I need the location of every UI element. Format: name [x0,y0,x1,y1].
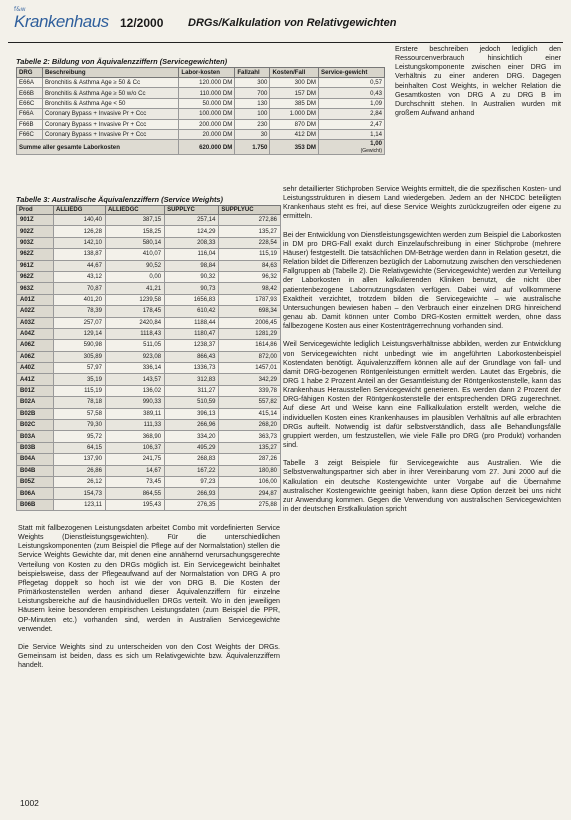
table2-caption: Tabelle 2: Bildung von Äquivalenzziffern (Servicegewichten) [16,57,228,66]
table-cell: 138,87 [54,249,106,260]
table-cell: 401,20 [54,294,106,305]
table-cell: B02C [17,420,54,431]
table-cell: 336,14 [105,363,164,374]
table-cell: 78,18 [54,397,106,408]
table-cell: 26,12 [54,476,106,487]
table-row [17,129,385,139]
issue-number: 12/2000 [120,16,164,30]
table-cell: 111,33 [105,420,164,431]
table-cell: 1239,58 [105,294,164,305]
table-cell: 70,87 [54,283,106,294]
table-cell: F66B [17,119,43,129]
table-cell: 300 DM [270,78,319,88]
table-row [17,408,281,419]
table2-header-cell: Kosten/Fall [270,68,319,78]
paragraph: Statt mit fallbezogenen Leistungsdaten arbeitet Combo mit vordefinierten Service Weights (Dienstleistungsgewichten). Für die unterschiedlichen Leistungskomponenten (zum Beispiel die Pflege auf der Normalstation) stellen die Service Weights Gewichte dar, mit denen eine annähernd verursachungsgerechte Verteilung von Kosten zu den DRGs möglich ist. Ein Servicegewicht beinhaltet beispielsweise, dass der Pflegeaufwand auf der Normalstation von DRG A pro Pflegetag doppelt so hoch ist wie der von DRG B. Die Kosten der Primärkostenstellen werden anhand dieser Äquivalenzziffern für einzelne Leistungsbereiche auf die hausindividuellen DRGs verteilt. Wo in den jeweiligen Häusern keine besonderen empirischen Leistungsdaten (zum Beispiel die PPR, OP-Minuten etc.) vorhanden sind, werden in Australien Servicegewichte verwendet. [18,524,280,633]
paragraph: Bei der Entwicklung von Dienstleistungsgewichten werden zum Beispiel die Laborkosten in DM pro DRG-Fall exakt durch Einzelaufschreibung in einer Stichprobe (mehrere Häuser) festgestellt. Die tatsächlichen DM-Beträge werden dann in Relation gesetzt, die Relation bildet die Differenzen bezüglich der Labornutzung zwischen den verschiedenen Fallgruppen ab (Tabelle 2). Die Relativgewichte (Servicegewichte) werden zur Verteilung der Laborkosten in allen kalkulierenden Kliniken benutzt, die nicht über patientenbezogene Labornutzungsdaten verfügen. Dabei wird auf vollkommene Exaktheit verzichtet, trotzdem bilden die Servicegewichte – wie australische Untersuchungen bewiesen haben – den Verbrauch einer einzelnen DRG hinreichend genau ab. Damit können unter Combo DRG-Kosten ermittelt werden, ohne dass fallbezogene Kosten aus einer Kostenträgerrechnung vorhanden sind. [283,230,561,331]
table-cell: 1281,29 [219,328,281,339]
table-row [17,374,281,385]
table-cell: 0,00 [105,271,164,282]
table-cell: 126,28 [54,226,106,237]
table-cell: B06B [17,499,54,510]
table-cell: 1336,73 [165,363,219,374]
table-row [17,283,281,294]
table-row [17,442,281,453]
cell-value: 1,00 [370,140,382,148]
table-cell: 241,75 [105,454,164,465]
table-cell: 90,52 [105,260,164,271]
table-cell: 180,80 [219,465,281,476]
table-cell: 178,45 [105,306,164,317]
table-cell: 268,20 [219,420,281,431]
table-cell: 57,58 [54,408,106,419]
table-cell: 0,43 [319,88,385,98]
table2-header-cell: DRG [17,68,43,78]
table-row [17,109,385,119]
table-cell: 590,98 [54,340,106,351]
table-cell: 311,27 [165,385,219,396]
table-cell: 129,14 [54,328,106,339]
table-cell: 195,43 [105,499,164,510]
table-cell: 50.000 DM [179,98,235,108]
table-cell: A03Z [17,317,54,328]
table-row [17,476,281,487]
table-cell: 495,29 [165,442,219,453]
table-cell: 698,34 [219,306,281,317]
article-text-left [18,524,280,679]
table-cell: 26,86 [54,465,106,476]
table-cell: 137,90 [54,454,106,465]
table-cell: 100.000 DM [179,109,235,119]
table-cell: 1,14 [319,129,385,139]
table-cell: 872,00 [219,351,281,362]
table-cell: 300 [235,78,270,88]
table-cell: 287,26 [219,454,281,465]
table-cell: 276,35 [165,499,219,510]
table-row [17,397,281,408]
table-cell: 120.000 DM [179,78,235,88]
table-row [17,260,281,271]
table-cell: 84,63 [219,260,281,271]
table-cell: 610,42 [165,306,219,317]
table-cell: 990,33 [105,397,164,408]
table-cell: 363,73 [219,431,281,442]
table-cell: 110.000 DM [179,88,235,98]
table-cell [179,140,235,155]
table-row [17,351,281,362]
paragraph: Erstere beschreiben jedoch lediglich den Ressourcenverbrauch hinsichtlich einer Leistungskomponente zwischen einer DRG im Verhältnis zu einer anderen DRG. Dagegen beinhalten Cost Weights, in welcher Relation die Gesamtkosten von DRG A zu DRG B im Durchschnitt stehen. In Australien wurden mit großem Aufwand anhand [395,45,561,118]
table-row [17,88,385,98]
table-cell: 866,43 [165,351,219,362]
cell-value: 353 DM [294,143,316,151]
journal-logo: Krankenhaus [14,12,109,31]
table-cell: E66C [17,98,43,108]
table-cell: A02Z [17,306,54,317]
table-cell: 154,73 [54,488,106,499]
table-cell: 870 DM [270,119,319,129]
table2-total-row [17,140,385,155]
table-cell: 30 [235,129,270,139]
table-cell: 123,11 [54,499,106,510]
table-cell: 96,32 [219,271,281,282]
table-cell: 339,78 [219,385,281,396]
table-cell: 2,47 [319,119,385,129]
table-cell: 1.000 DM [270,109,319,119]
table-cell [235,140,270,155]
table-cell: 903Z [17,237,54,248]
table-cell: 142,10 [54,237,106,248]
table2 [16,67,385,155]
table-cell: Summe aller gesamte Laborkosten [17,140,179,155]
table3-caption: Tabelle 3: Australische Äquivalenzziffern (Service Weights) [16,195,223,204]
table-cell: Coronary Bypass + Invasive Pr + Ccc [42,119,178,129]
table-cell: 79,30 [54,420,106,431]
table-cell: 98,42 [219,283,281,294]
table-row [17,306,281,317]
table-cell: A01Z [17,294,54,305]
table-cell: 334,20 [165,431,219,442]
table-cell: 106,37 [105,442,164,453]
table-row [17,328,281,339]
table-cell: 1188,44 [165,317,219,328]
table-cell: 106,00 [219,476,281,487]
page-header [8,2,563,43]
table-row [17,249,281,260]
table-cell: 1180,47 [165,328,219,339]
table-cell: 78,39 [54,306,106,317]
table-cell: 275,88 [219,499,281,510]
table3-header-cell: ALLIEDGC [105,206,164,215]
table-cell: 64,15 [54,442,106,453]
table-row [17,363,281,374]
table-cell: 396,13 [165,408,219,419]
table-row [17,340,281,351]
table-cell: 35,19 [54,374,106,385]
table-cell: A06Z [17,340,54,351]
table-cell: 115,19 [219,249,281,260]
cell-value: 620.000 DM [199,143,233,151]
table-cell: E66A [17,78,43,88]
table-cell: 266,93 [165,488,219,499]
table-cell: B05Z [17,476,54,487]
table-cell: 95,72 [54,431,106,442]
table-cell: B03B [17,442,54,453]
table-cell [270,140,319,155]
table-cell: 140,40 [54,215,106,226]
table-cell: 157 DM [270,88,319,98]
table-cell: E66B [17,88,43,98]
table-cell: 57,97 [54,363,106,374]
table2-header-cell: Fallzahl [235,68,270,78]
article-text-right [283,185,561,523]
table-cell: A40Z [17,363,54,374]
table-cell: 167,22 [165,465,219,476]
table-row [17,465,281,476]
table-cell: 1238,37 [165,340,219,351]
table-cell: 208,33 [165,237,219,248]
table-cell: 136,02 [105,385,164,396]
table-cell: B06A [17,488,54,499]
table-cell: 100 [235,109,270,119]
table-cell: 1,09 [319,98,385,108]
table-row [17,271,281,282]
table3 [16,205,281,511]
table-cell: 387,15 [105,215,164,226]
table-cell: 14,67 [105,465,164,476]
table-row [17,385,281,396]
table-cell: 0,57 [319,78,385,88]
table-cell: F66C [17,129,43,139]
table-row [17,237,281,248]
table-row [17,499,281,510]
table-cell: 257,14 [165,215,219,226]
table-cell: 368,90 [105,431,164,442]
table-cell: 1614,86 [219,340,281,351]
table2-header-cell: Beschreibung [42,68,178,78]
table-cell: 158,25 [105,226,164,237]
table-cell: 272,86 [219,215,281,226]
table-cell: Coronary Bypass + Invasive Pr + Ccc [42,129,178,139]
table-cell: 700 [235,88,270,98]
table-cell: 41,21 [105,283,164,294]
table-cell: 230 [235,119,270,129]
table-cell: 864,55 [105,488,164,499]
table-cell: Coronary Bypass + Invasive Pr + Ccc [42,109,178,119]
table-cell: 130 [235,98,270,108]
table-cell: A06Z [17,351,54,362]
table-cell: 43,12 [54,271,106,282]
table-cell: 294,87 [219,488,281,499]
table3-header-cell: ALLIEDG [54,206,106,215]
table-cell: 44,67 [54,260,106,271]
table-cell: 1787,93 [219,294,281,305]
table3-header-row [17,206,281,215]
table-cell: 385 DM [270,98,319,108]
table-cell: B04B [17,465,54,476]
table-row [17,78,385,88]
table-cell: 90,32 [165,271,219,282]
table3-header-cell: Prod [17,206,54,215]
table-cell: 415,14 [219,408,281,419]
table-cell: B02B [17,408,54,419]
total-note: (Gewicht) [360,148,382,155]
table-cell: 580,14 [105,237,164,248]
table-cell: 557,82 [219,397,281,408]
table-cell: 962Z [17,249,54,260]
table-cell: 305,89 [54,351,106,362]
table-row [17,317,281,328]
running-title: DRGs/Kalkulation von Relativgewichten [188,17,397,29]
table-row [17,488,281,499]
table-cell: 1118,43 [105,328,164,339]
table-cell: 124,29 [165,226,219,237]
table-cell: F66A [17,109,43,119]
table-cell: 2,84 [319,109,385,119]
table-cell: 963Z [17,283,54,294]
table2-header-cell: Service-gewicht [319,68,385,78]
table-cell: 312,83 [165,374,219,385]
table-cell: Bronchitis & Asthma Age ≥ 50 & Cc [42,78,178,88]
table-cell: B01Z [17,385,54,396]
table-cell: B03A [17,431,54,442]
table-row [17,98,385,108]
table-cell: 389,11 [105,408,164,419]
table-cell: B04A [17,454,54,465]
table-cell: 228,54 [219,237,281,248]
table2-header-cell: Labor-kosten [179,68,235,78]
table-cell: 2420,84 [105,317,164,328]
table2-header-row [17,68,385,78]
table3-header-cell: SUPPLYUC [219,206,281,215]
table-cell: 1656,83 [165,294,219,305]
table-cell: 268,83 [165,454,219,465]
table-cell: 266,96 [165,420,219,431]
table-row [17,420,281,431]
table-cell: 961Z [17,260,54,271]
table-cell: 200.000 DM [179,119,235,129]
paragraph: Die Service Weights sind zu unterscheiden von den Cost Weights der DRGs. Gemeinsam ist beiden, dass es sich um Relativgewichte bzw. Äquivalenzziffern handelt. [18,642,280,670]
table-cell: 135,27 [219,226,281,237]
table-cell: 412 DM [270,129,319,139]
table-cell: Bronchitis & Asthma Age < 50 [42,98,178,108]
paragraph: sehr detaillierter Stichproben Service Weights ermittelt, die die spezifischen Kosten- und Leistungsstrukturen in diesem Land wiedergeben. Jedem an der NHCDC beteiligten Krankenhaus steht es frei, auf diese Service Weights zurückzugreifen oder eigene zu ermitteln. [283,185,561,221]
table-cell: 410,07 [105,249,164,260]
table-cell: A41Z [17,374,54,385]
table-cell: 257,07 [54,317,106,328]
table-cell: 97,23 [165,476,219,487]
table-cell: 135,27 [219,442,281,453]
logo-small-text: f&w [14,6,26,13]
cell-value: 1.750 [252,143,268,151]
table-cell: 2006,45 [219,317,281,328]
table-cell: 923,08 [105,351,164,362]
table-row [17,119,385,129]
paragraph: Weil Servicegewichte lediglich Leistungsverhältnisse abbilden, werden zur Entwicklung von Servicegewichten nicht unbedingt wie im angeführten Laborkostenbeispiel Kostendaten benötigt. Äquivalenzziffern können alle auf der Grundlage von fall- und damit DRG-bezogenen Röntgenleistungen ermittelt werden. Lautet das Ergebnis, die DRG 1 habe 2 Prozent Anteil an der Gesamtleistung der Röntgenkostenstelle, kann das Krankenhaus Herausstellen Servicegewicht generieren. Es werden dann 2 Prozent der DRG-fähigen Kosten der Röntgenkostenstelle der entsprechenden DRG zugerechnet. Auf diese Art und Weise kann eine Fallkalkulation erstellt werden, welche die individuellen Kosten eines Krankenhauses im plausiblen Verhältnis auf alle erbrachten DRGs aufteilt. Notwendig ist dafür selbstverständlich, dass alle Behandlungsfälle gruppiert werden, um festzustellen, wie viele Fälle pro DRG (pro Produkt) vorhanden sind. [283,340,561,450]
table-row [17,215,281,226]
table-cell: 115,19 [54,385,106,396]
table-row [17,431,281,442]
table-cell: 143,57 [105,374,164,385]
table3-header-cell: SUPPLYC [165,206,219,215]
table-cell [319,140,385,155]
table-cell: 90,73 [165,283,219,294]
table-row [17,226,281,237]
table-cell: Bronchitis & Asthma Age ≥ 50 w/o Cc [42,88,178,98]
paragraph: Tabelle 3 zeigt Beispiele für Servicegewichte aus Australien. Wie die Selbstverwaltungspartner sich aber in ihrer Vereinbarung vom 27. Juni 2000 auf die Kalkulation ein deutsche Kostengewichte unter Vorgabe auf die Übernahme australischer Kostengewichte geeinigt haben, kann diese Option derzeit bei uns nicht zur Anwendung kommen. Gegen die Verwendung von australischen Servicegewichten in der deutschen Erstkalkulation spricht [283,459,561,513]
table-cell: 116,04 [165,249,219,260]
table-cell: 901Z [17,215,54,226]
table-cell: A04Z [17,328,54,339]
article-text-right-top [395,45,561,118]
table-cell: 98,84 [165,260,219,271]
table-cell: 962Z [17,271,54,282]
page-number: 1002 [20,798,39,808]
table-cell: 342,29 [219,374,281,385]
table-cell: 511,05 [105,340,164,351]
table-cell: 73,45 [105,476,164,487]
table-row [17,454,281,465]
table-cell: 510,59 [165,397,219,408]
table-cell: B02A [17,397,54,408]
table-row [17,294,281,305]
table-cell: 20.000 DM [179,129,235,139]
table-cell: 1457,01 [219,363,281,374]
table-cell: 902Z [17,226,54,237]
